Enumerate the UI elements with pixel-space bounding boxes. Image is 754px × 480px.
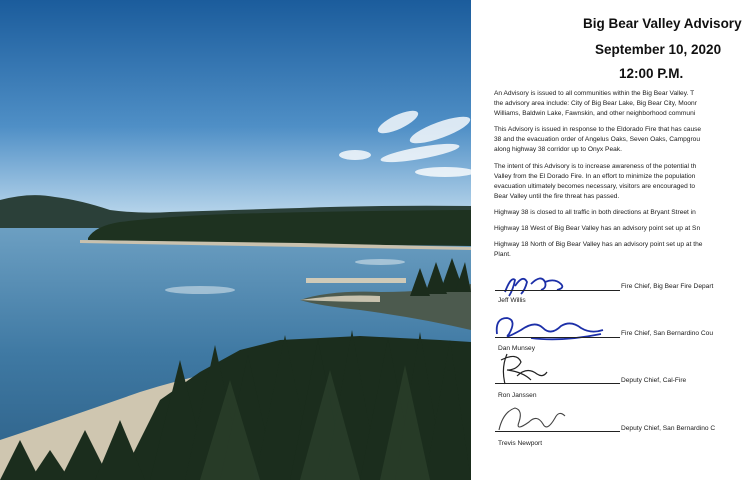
advisory-title: Big Bear Valley Advisory: [583, 16, 742, 31]
text-line: Plant.: [494, 251, 511, 258]
text-line: Highway 38 is closed to all traffic in both directions at Bryant Street in: [494, 209, 696, 216]
signer-name: Jeff Willis: [498, 297, 526, 304]
text-line: Highway 18 West of Big Bear Valley has an advisory point set up at Sn: [494, 225, 701, 232]
signature-jeff-willis: [501, 272, 571, 300]
text-line: An Advisory is issued to all communities within the Big Bear Valley. T: [494, 90, 695, 97]
advisory-date: September 10, 2020: [595, 42, 722, 57]
signer-title: Deputy Chief, Cal-Fire: [621, 377, 687, 384]
signature-ron-janssen: [487, 348, 557, 388]
text-line: Williams, Baldwin Lake, Fawnskin, and other neighborhood communi: [494, 110, 696, 117]
signer-name: Dan Munsey: [498, 345, 536, 352]
paragraph-highway-18-west: [494, 224, 754, 234]
paragraph-scope: [494, 89, 754, 119]
signature-line: [495, 383, 620, 384]
text-line: Highway 18 North of Big Bear Valley has an advisory point set up at the: [494, 241, 703, 248]
signer-title: Deputy Chief, San Bernardino C: [621, 425, 716, 432]
signer-name: Trevis Newport: [498, 440, 543, 447]
signature-dan-munsey: [491, 312, 611, 346]
paragraph-eldorado-fire: [494, 125, 754, 155]
text-line: 38 and the evacuation order of Angelus Oaks, Seven Oaks, Campgrou: [494, 136, 700, 143]
advisory-time: 12:00 P.M.: [619, 66, 684, 81]
text-line: This Advisory is issued in response to the Eldorado Fire that has cause: [494, 126, 702, 133]
text-line: evacuation ultimately becomes necessary, visitors are encouraged to: [494, 183, 696, 190]
paragraph-highway-18-north: [494, 240, 754, 260]
signature-line: [495, 431, 620, 432]
signature-line: [495, 290, 620, 291]
paragraph-highway-38: [494, 208, 754, 218]
dock: [306, 278, 406, 283]
paragraph-intent: [494, 162, 754, 202]
text-line: Valley from the El Dorado Fire. In an effort to minimize the population: [494, 173, 696, 180]
text-line: the advisory area include: City of Big Bear Lake, Big Bear City, Moonr: [494, 100, 697, 107]
text-line: The intent of this Advisory is to increase awareness of the potential th: [494, 163, 697, 170]
signer-title: Fire Chief, San Bernardino Cou: [621, 330, 713, 337]
signer-title: Fire Chief, Big Bear Fire Depart: [621, 283, 714, 290]
text-line: Bear Valley until the fire threat has passed.: [494, 193, 620, 200]
signer-name: Ron Janssen: [498, 392, 537, 399]
text-line: along highway 38 corridor up to Onyx Peak.: [494, 146, 622, 153]
advisory-document: [471, 0, 742, 480]
signature-line: [495, 337, 620, 338]
